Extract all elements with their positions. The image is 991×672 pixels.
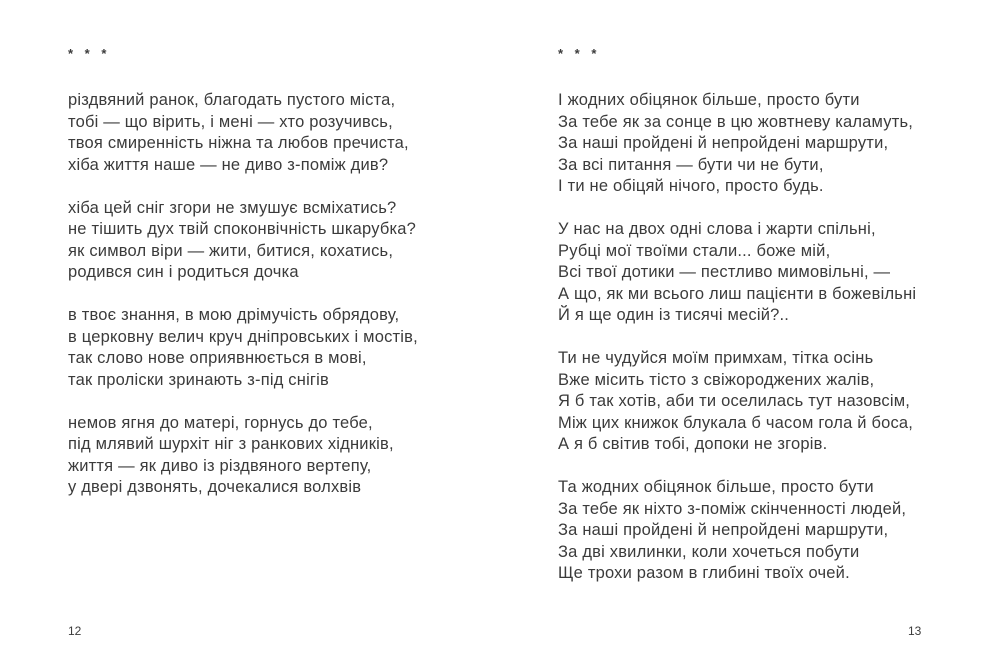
poem-line: як символ віри — жити, битися, кохатись, xyxy=(68,241,394,260)
poem-line: родився син і родиться дочка xyxy=(68,263,299,281)
poem-line: Рубці мої твоїми стали... боже мій, xyxy=(558,241,831,260)
stanza xyxy=(558,348,968,456)
page-number-left: 12 xyxy=(68,624,82,638)
poem-line: За дві хвилинки, коли хочеться побути xyxy=(558,542,860,561)
poem-line: За наші пройдені й непройдені маршрути, xyxy=(558,521,889,539)
poem-line: За наші пройдені й непройдені маршрути, xyxy=(558,134,889,152)
poem-line: У нас на двох одні слова і жарти спільні, xyxy=(558,220,876,238)
poem-line: За всі питання — бути чи не бути, xyxy=(558,155,824,174)
poem-line: під млявий шурхіт ніг з ранкових хідників, xyxy=(68,435,394,453)
poem-line: так слово нове оприявнюється в мові, xyxy=(68,349,367,367)
stanza xyxy=(558,477,968,585)
poem-line: не тішить дух твій споконвічність шкарубка? xyxy=(68,220,417,238)
stanza xyxy=(68,413,508,499)
poem-line: За тебе як за сонце в цю жовтневу каламуть, xyxy=(558,112,914,131)
poem-line: І жодних обіцянок більше, просто бути xyxy=(558,91,860,109)
poem-line: так проліски зринають з-під снігів xyxy=(68,370,329,389)
poem-line: Ти не чудуйся моїм примхам, тітка осінь xyxy=(558,349,874,367)
poem-line: Та жодних обіцянок більше, просто бути xyxy=(558,478,874,496)
poem-line: А що, як ми всього лиш пацієнти в божевільні xyxy=(558,284,917,303)
poem-line: А я б світив тобі, допоки не згорів. xyxy=(558,435,828,453)
poem-line: Й я ще один із тисячі месій?.. xyxy=(558,306,790,324)
poem-left xyxy=(68,90,508,520)
book-page-right xyxy=(558,0,968,672)
poem-line: Я б так хотів, аби ти оселилась тут назовсім, xyxy=(558,392,911,410)
section-marker: * * * xyxy=(68,46,111,61)
poem-line: Між цих книжок блукала б часом гола й боса, xyxy=(558,413,914,432)
section-marker: * * * xyxy=(558,46,601,61)
poem-line: в церковну велич круч дніпровських і мостів, xyxy=(68,327,418,346)
poem-line: І ти не обіцяй нічого, просто будь. xyxy=(558,177,824,195)
poem-line: тобі — що вірить, і мені — хто розучивсь, xyxy=(68,112,393,131)
poem-line: в твоє знання, в мою дрімучість обрядову, xyxy=(68,306,400,324)
stanza xyxy=(558,90,968,198)
stanza xyxy=(558,219,968,327)
stanza xyxy=(68,305,508,391)
poem-line: Вже місить тісто з свіжороджених жалів, xyxy=(558,370,875,389)
poem-line: Всі твої дотики — пестливо мимовільні, — xyxy=(558,263,891,281)
poem-line: хіба життя наше — не диво з-поміж див? xyxy=(68,155,389,174)
page-number-right: 13 xyxy=(908,624,922,638)
poem-line: життя — як диво із різдвяного вертепу, xyxy=(68,456,372,475)
poem-line: різдвяний ранок, благодать пустого міста, xyxy=(68,91,396,109)
poem-line: хіба цей сніг згори не змушує всміхатись? xyxy=(68,198,397,217)
stanza xyxy=(68,198,508,284)
book-page-left xyxy=(68,0,508,672)
poem-line: Ще трохи разом в глибині твоїх очей. xyxy=(558,564,850,582)
stanza xyxy=(68,90,508,176)
poem-line: За тебе як ніхто з-поміж скінченності людей, xyxy=(558,499,907,518)
poem-line: твоя смиренність ніжна та любов пречиста, xyxy=(68,134,409,152)
poem-line: немов ягня до матері, горнусь до тебе, xyxy=(68,413,373,432)
poem-right xyxy=(558,90,968,606)
poem-line: у двері дзвонять, дочекалися волхвів xyxy=(68,478,362,496)
